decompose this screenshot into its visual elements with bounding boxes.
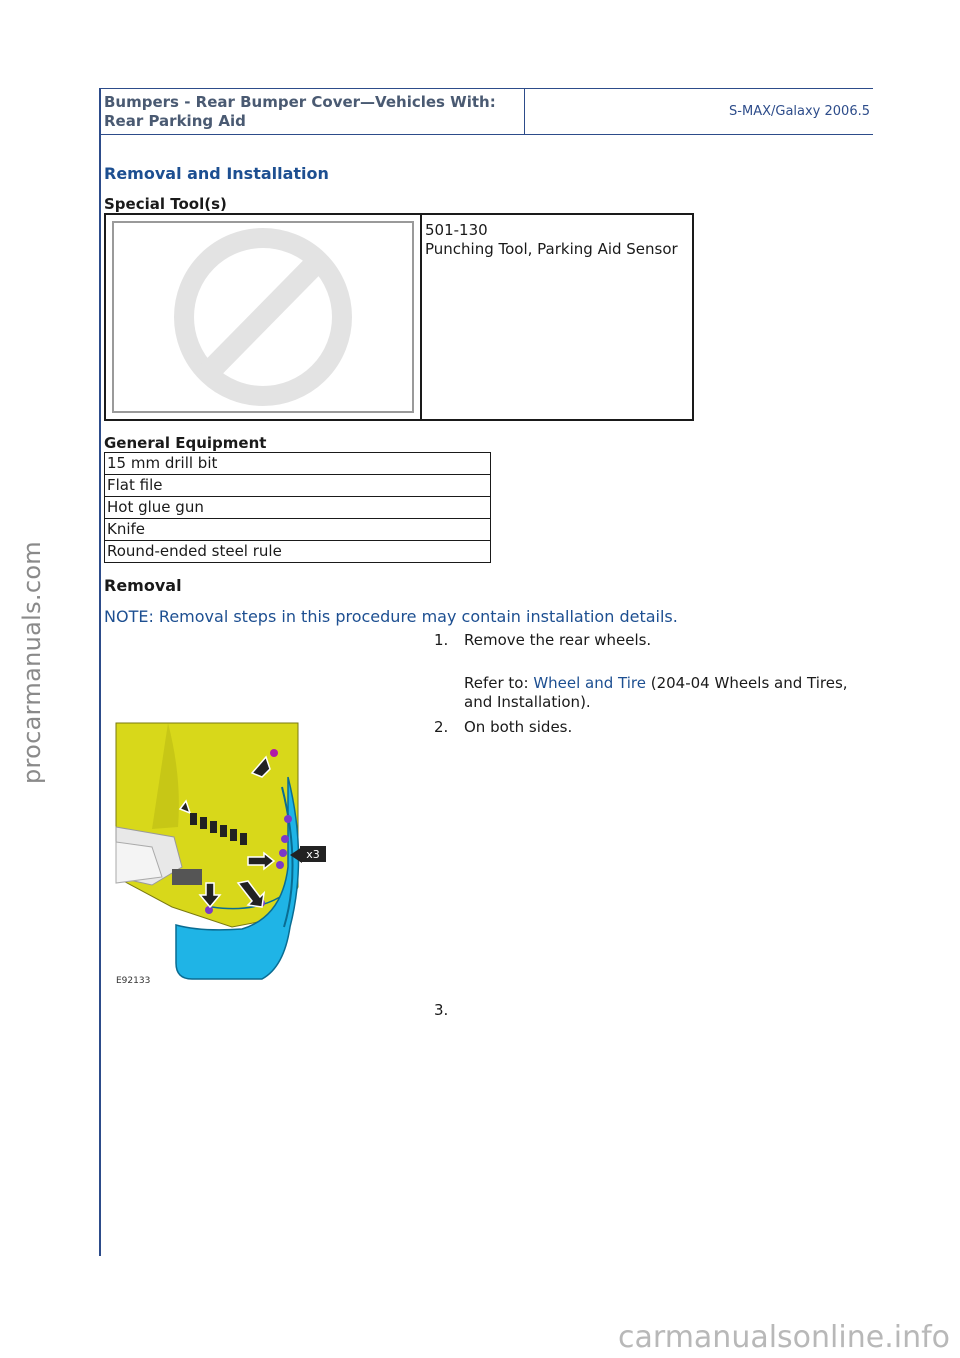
vehicle-model: S-MAX/Galaxy 2006.5 — [729, 104, 870, 119]
tool-number: 501-130 — [425, 221, 488, 239]
reference-suffix: (204-04 Wheels and Tires, — [645, 674, 848, 692]
general-equipment-table — [104, 452, 491, 563]
step-3-number: 3. — [434, 1001, 449, 1019]
tool-image-cell — [106, 215, 422, 419]
table-cell: 15 mm drill bit — [105, 453, 491, 475]
title-line-1: Bumpers - Rear Bumper Cover—Vehicles With: — [104, 93, 496, 111]
side-watermark: procarmanuals.com — [18, 541, 46, 784]
step-1-reference — [464, 674, 848, 712]
step-2-number: 2. — [434, 718, 449, 736]
special-tools-heading: Special Tool(s) — [104, 195, 227, 213]
no-image-placeholder-icon — [114, 223, 412, 411]
step-2-figure — [112, 717, 352, 991]
header-divider — [524, 89, 525, 134]
tool-name: Punching Tool, Parking Aid Sensor — [425, 240, 678, 258]
table-row — [105, 541, 491, 563]
reference-suffix-cont: and Installation). — [464, 693, 591, 711]
step-1-text: Remove the rear wheels. — [464, 631, 652, 649]
table-cell: Hot glue gun — [105, 497, 491, 519]
tool-description — [425, 221, 678, 259]
left-margin-rule — [99, 88, 101, 1256]
footer-watermark: carmanualsonline.info — [618, 1320, 950, 1355]
tool-image-frame — [112, 221, 414, 413]
special-tools-table — [104, 213, 694, 421]
general-equipment-heading: General Equipment — [104, 434, 267, 452]
removal-note: NOTE: Removal steps in this procedure may contain installation details. — [104, 607, 678, 626]
table-row — [105, 497, 491, 519]
page-header — [100, 88, 873, 135]
table-cell: Round-ended steel rule — [105, 541, 491, 563]
step-1-number: 1. — [434, 631, 449, 649]
wheel-and-tire-link[interactable]: Wheel and Tire — [533, 674, 646, 692]
section-title: Removal and Installation — [104, 164, 329, 183]
table-cell: Knife — [105, 519, 491, 541]
mudflap-illustration — [112, 717, 352, 991]
title-line-2: Rear Parking Aid — [104, 112, 246, 130]
table-row — [105, 475, 491, 497]
reference-prefix: Refer to: — [464, 674, 534, 692]
figure-code: E92133 — [116, 976, 151, 986]
table-cell: Flat file — [105, 475, 491, 497]
table-row — [105, 519, 491, 541]
multiplier-label: x3 — [306, 848, 320, 861]
page-title — [104, 93, 522, 131]
table-row — [105, 453, 491, 475]
removal-heading: Removal — [104, 576, 182, 595]
step-2-text: On both sides. — [464, 718, 573, 736]
